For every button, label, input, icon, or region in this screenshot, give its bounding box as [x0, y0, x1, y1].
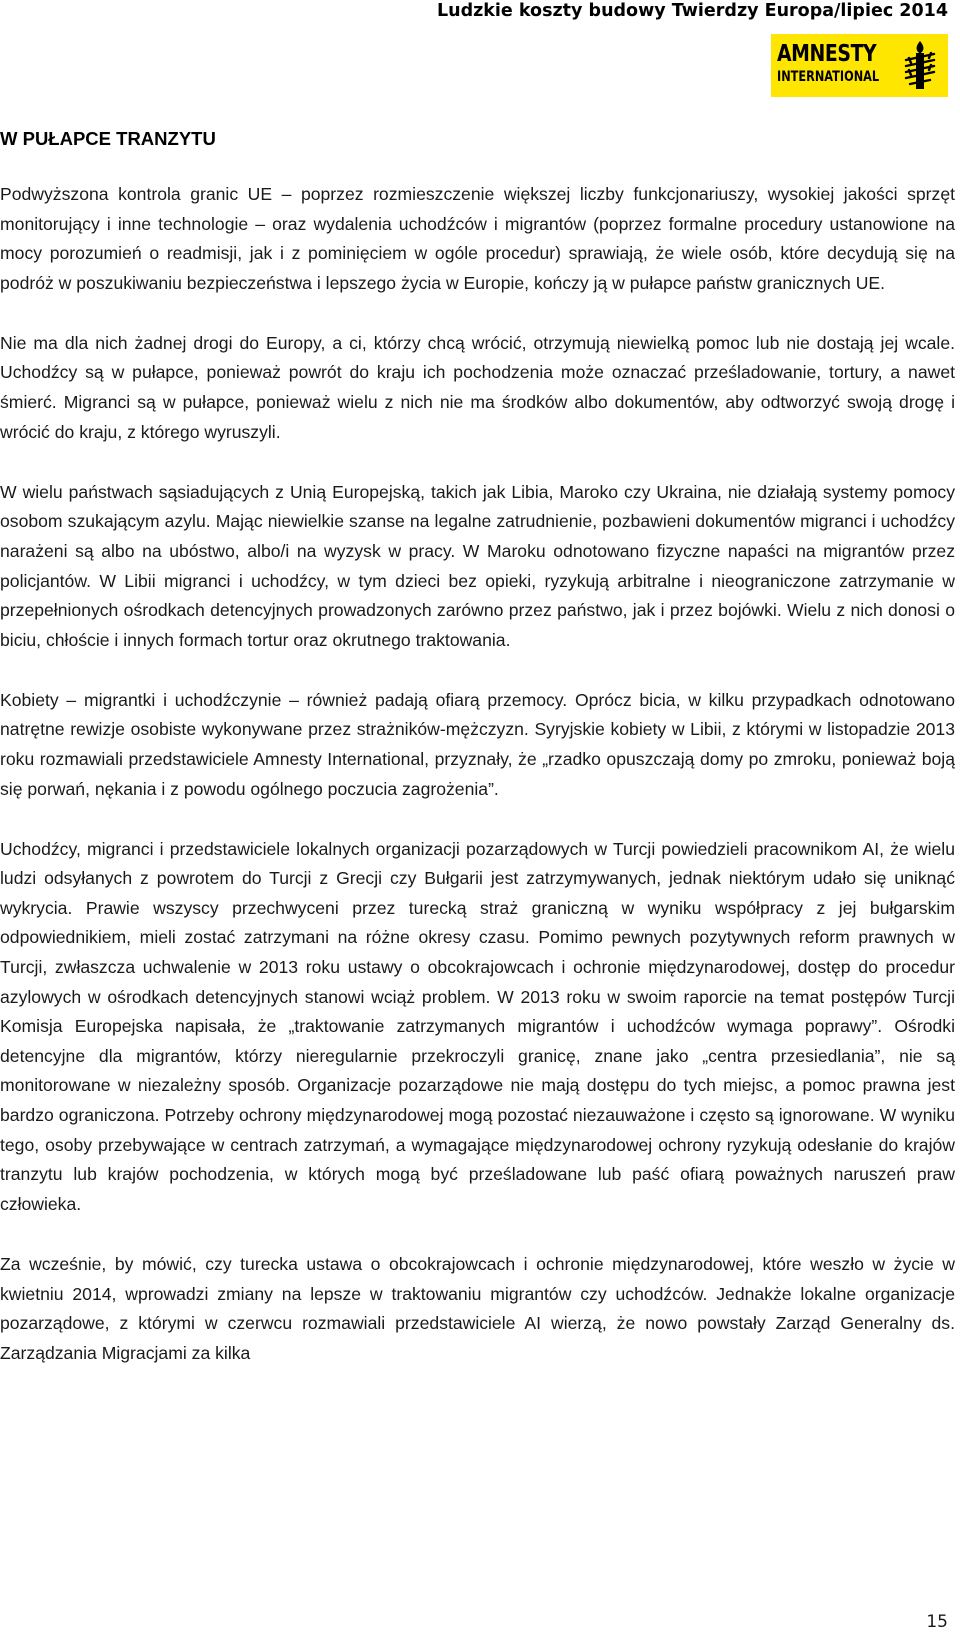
- body-text: [0, 180, 955, 1399]
- candle-in-barbed-wire-icon: [900, 40, 940, 92]
- logo-text: [777, 43, 907, 85]
- paragraph: Podwyższona kontrola granic UE – poprzez rozmieszczenie większej liczby funkcjonariuszy, wysokiej jakości sprzęt monitorujący i inne technologie – oraz wydalenia uchodźców i migrantów (poprzez formalne procedury ustanowione na mocy porozumień o readmisji, jak i z pominięciem w ogóle procedur) sprawiają, że wiele osób, które decydują się na podróż w poszukiwaniu bezpieczeństwa i lepszego życia w Europie, kończy ją w pułapce państw granicznych UE.: [0, 184, 955, 293]
- page-number: 15: [926, 1612, 948, 1632]
- logo-line-amnesty: AMNESTY: [777, 41, 877, 67]
- paragraph: W wielu państwach sąsiadujących z Unią Europejską, takich jak Libia, Maroko czy Ukraina, nie działają systemy pomocy osobom szukającym azylu. Mając niewielkie szanse na legalne zatrudnienie, pozbawieni dokumentów migranci i uchodźcy narażeni są albo na ubóstwo, albo/i na wyzysk w pracy. W Maroku odnotowano fizyczne napaści na migrantów przez policjantów. W Libii migranci i uchodźcy, w tym dzieci bez opieki, ryzykują arbitralne i nieograniczone zatrzymanie w przepełnionych ośrodkach detencyjnych prowadzonych zarówno przez państwo, jak i przez bojówki. Wielu z nich donosi o biciu, chłoście i innych formach tortur oraz okrutnego traktowania.: [0, 481, 955, 650]
- page-header-title: Ludzkie koszty budowy Twierdzy Europa/lipiec 2014: [436, 1, 948, 21]
- paragraph: Za wcześnie, by mówić, czy turecka ustawa o obcokrajowcach i ochronie międzynarodowej, które weszło w życie w kwietniu 2014, wprowadzi zmiany na lepsze w traktowaniu migrantów czy uchodźców. Jednakże lokalne organizacje pozarządowe, z którymi w czerwcu rozmawiali przedstawiciele AI wierzą, że nowo powstały Zarząd Generalny ds. Zarządzania Migracjami za kilka: [0, 1253, 955, 1363]
- amnesty-logo: [771, 34, 948, 97]
- logo-line-international: INTERNATIONAL: [777, 69, 880, 85]
- paragraph: Uchodźcy, migranci i przedstawiciele lokalnych organizacji pozarządowych w Turcji powiedzieli pracownikom AI, że wielu ludzi odsyłanych z powrotem do Turcji z Grecji czy Bułgarii jest zatrzymywanych, jednak niektórym udało się uniknąć wykrycia. Prawie wszyscy przechwyceni przez turecką straż graniczną w wyniku współpracy z jej bułgarskim odpowiednikiem, mieli zostać zatrzymani na różne okresy czasu. Pomimo pewnych pozytywnych reform prawnych w Turcji, zwłaszcza uchwalenie w 2013 roku ustawy o obcokrajowcach i ochronie międzynarodowej, dostęp do procedur azylowych w ośrodkach detencyjnych stanowi wciąż problem. W 2013 roku w swoim raporcie na temat postępów Turcji Komisja Europejska napisała, że „traktowanie zatrzymanych migrantów i uchodźców wymaga poprawy”. Ośrodki detencyjne dla migrantów, którzy nieregularnie przekroczyli granicę, znane jako „centra przesiedlania”, nie są monitorowane w niezależny sposób. Organizacje pozarządowe nie mają dostępu do tych miejsc, a pomoc prawna jest bardzo ograniczona. Potrzeby ochrony międzynarodowej mogą pozostać niezauważone i często są ignorowane. W wyniku tego, osoby przebywające w centrach zatrzymań, a wymagające międzynarodowej ochrony ryzykują odesłanie do krajów tranzytu lub krajów pochodzenia, w których mogą być prześladowane lub paść ofiarą poważnych naruszeń praw człowieka.: [0, 838, 955, 1214]
- section-title: W PUŁAPCE TRANZYTU: [0, 128, 216, 149]
- paragraph: Nie ma dla nich żadnej drogi do Europy, a ci, którzy chcą wrócić, otrzymują niewielką pomoc lub nie dostają jej wcale. Uchodźcy są w pułapce, ponieważ powrót do kraju ich pochodzenia może oznaczać prześladowanie, tortury, a nawet śmierć. Migranci są w pułapce, ponieważ wielu z nich nie ma środków albo dokumentów, aby odtworzyć swoją drogę i wrócić do kraju, z którego wyruszyli.: [0, 332, 955, 442]
- paragraph: Kobiety – migrantki i uchodźczynie – również padają ofiarą przemocy. Oprócz bicia, w kilku przypadkach odnotowano natrętne rewizje osobiste wykonywane przez strażników-mężczyzn. Syryjskie kobiety w Libii, z którymi w listopadzie 2013 roku rozmawiali przedstawiciele Amnesty International, przyznały, że „rzadko opuszczają domy po zmroku, ponieważ boją się porwań, nękania i z powodu ogólnego poczucia zagrożenia”.: [0, 689, 955, 799]
